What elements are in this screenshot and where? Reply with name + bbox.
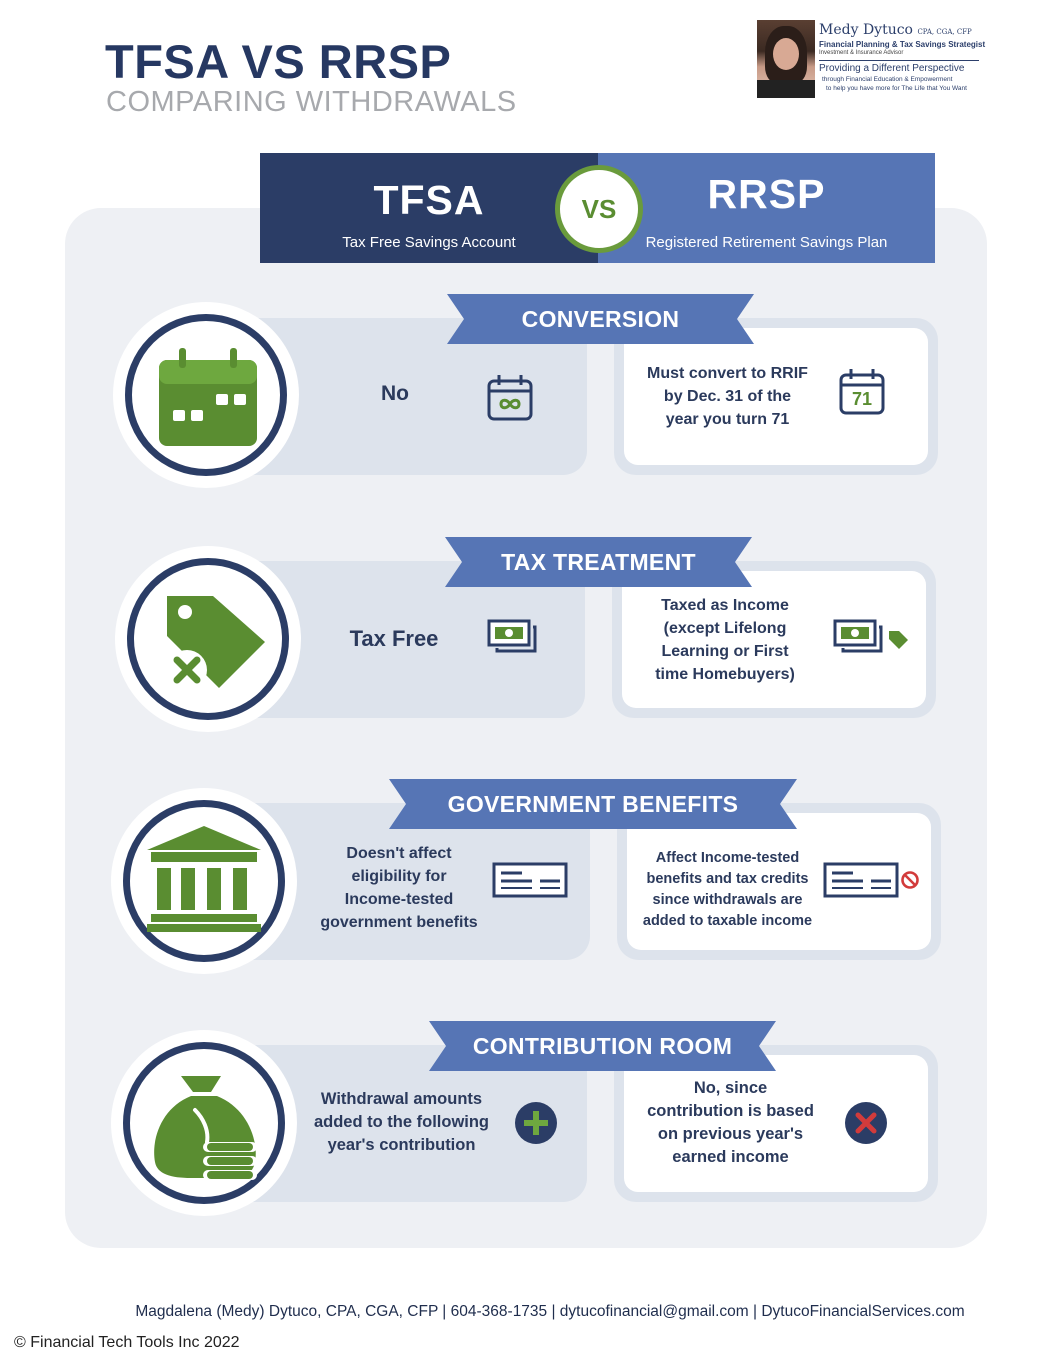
calendar-infinity-icon — [487, 373, 533, 426]
tfsa-tax-text: Tax Free — [349, 626, 439, 651]
rrsp-conversion-text: Must convert to RRIF by Dec. 31 of the year you turn 71 — [647, 365, 808, 428]
section-title: CONTRIBUTION ROOM — [472, 1033, 733, 1059]
svg-text:71: 71 — [851, 389, 873, 409]
section-title: TAX TREATMENT — [501, 549, 696, 575]
cheque-blocked-icon — [823, 862, 923, 903]
brand-divider — [819, 60, 979, 61]
rrsp-contribution-text: No, since contribution is based on previous year's earned income — [647, 1079, 814, 1166]
brand-tagline: Providing a Different Perspective — [819, 63, 965, 74]
rrsp-abbr: RRSP — [707, 171, 826, 217]
tfsa-conversion-text: No — [381, 382, 409, 405]
vs-badge: VS — [555, 165, 643, 253]
brand-role-secondary: Investment & Insurance Advisor — [819, 50, 904, 56]
page-title: TFSA VS RRSP — [105, 35, 452, 88]
money-bag-icon — [111, 1030, 297, 1216]
brand-role: Financial Planning & Tax Savings Strategist — [819, 40, 986, 49]
section-title: CONVERSION — [521, 306, 680, 332]
tax-tag-icon — [115, 546, 301, 732]
calendar-icon — [113, 302, 299, 488]
calendar-71-icon — [839, 367, 885, 420]
rrsp-benefits-text: Affect Income-tested benefits and tax credits since withdrawals are added to taxable income — [642, 850, 813, 929]
cash-tag-icon — [833, 619, 911, 660]
tfsa-benefits-text: Doesn't affect eligibility for Income-tested government benefits — [320, 845, 478, 931]
plus-icon — [514, 1101, 558, 1150]
section-ribbon-contribution-room — [429, 1021, 776, 1071]
section-title: GOVERNMENT BENEFITS — [447, 791, 739, 817]
government-building-icon — [111, 788, 297, 974]
brand-tagline-line-2: through Financial Education & Empowerment — [822, 76, 953, 83]
advisor-photo — [757, 20, 815, 98]
section-ribbon-tax-treatment — [445, 537, 752, 587]
tfsa-abbr: TFSA — [373, 177, 485, 223]
section-ribbon-conversion — [447, 294, 754, 344]
tfsa-contribution-text: Withdrawal amounts added to the following year's contribution — [313, 1090, 490, 1154]
rrsp-tax-text: Taxed as Income (except Lifelong Learning or First time Homebuyers) — [655, 597, 795, 683]
tfsa-full-name: Tax Free Savings Account — [342, 234, 516, 251]
cheque-icon — [492, 862, 568, 903]
copyright: © Financial Tech Tools Inc 2022 — [14, 1334, 240, 1351]
rrsp-column-header — [598, 153, 935, 263]
brand-tagline-line-3: to help you have more for The Life that You Want — [826, 85, 967, 92]
cash-icon — [487, 619, 539, 660]
brand-logo — [755, 16, 991, 102]
rrsp-full-name: Registered Retirement Savings Plan — [645, 234, 888, 251]
page-subtitle: COMPARING WITHDRAWALS — [106, 86, 517, 118]
contact-footer: Magdalena (Medy) Dytuco, CPA, CGA, CFP | 604-368-1735 | dytucofinancial@gmail.com | DytucoFinancialServices.com — [135, 1303, 965, 1320]
tfsa-column-header — [260, 153, 598, 263]
section-ribbon-government-benefits — [389, 779, 797, 829]
brand-name: Medy Dytuco CPA, CGA, CFP — [819, 22, 972, 38]
x-icon — [844, 1101, 888, 1150]
